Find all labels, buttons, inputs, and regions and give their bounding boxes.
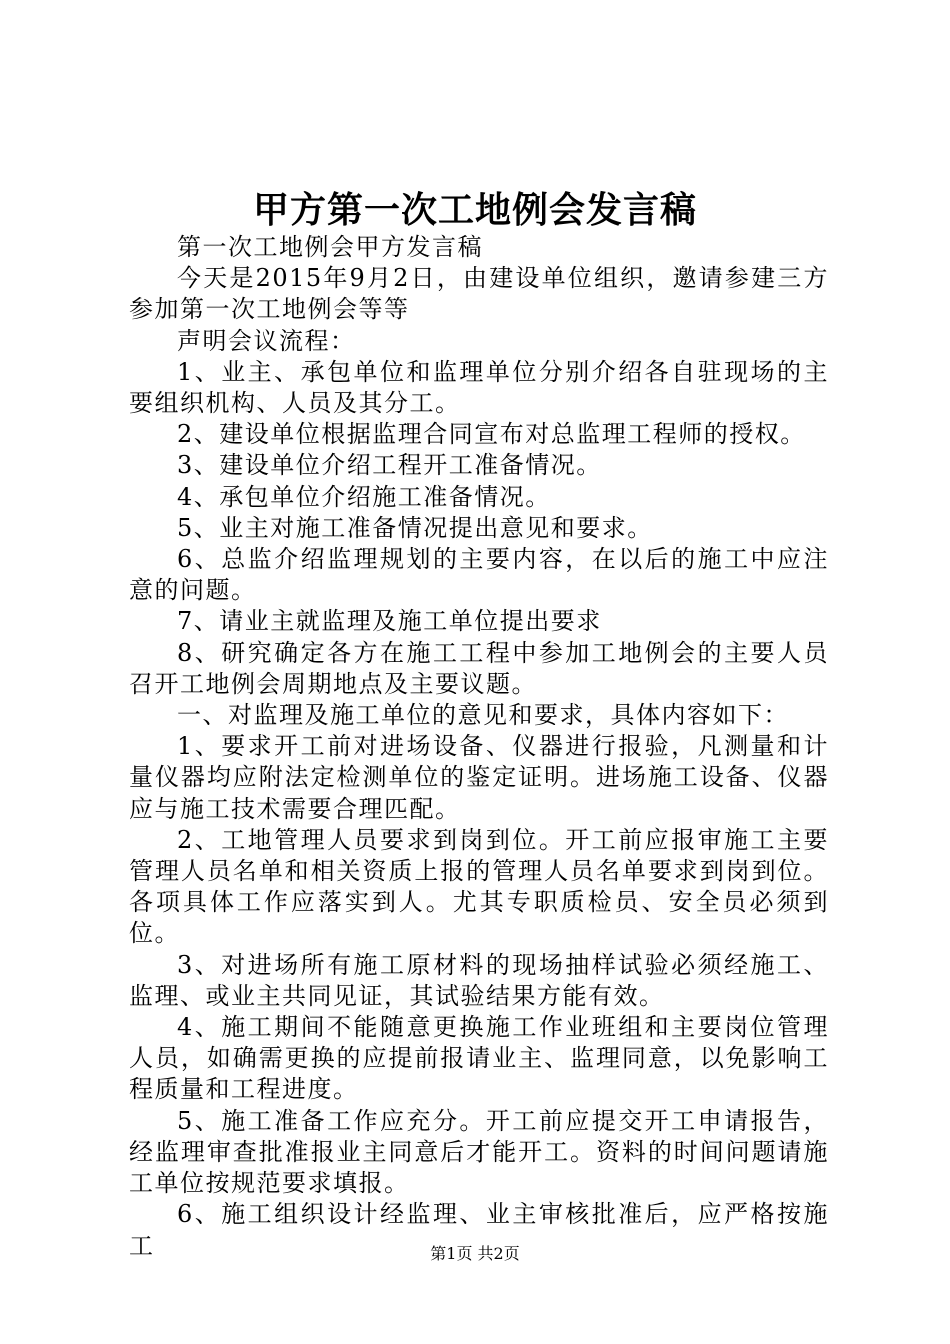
paragraph: 5、业主对施工准备情况提出意见和要求。 [177,513,653,542]
paragraph: 7、请业主就监理及施工单位提出要求 [177,607,602,636]
paragraph: 今天是2015年9月2日，由建设单位组织，邀请参建三方参加第一次工地例会等等 [129,264,829,324]
paragraph: 3、建设单位介绍工程开工准备情况。 [177,451,602,480]
paragraph: 5、施工准备工作应充分。开工前应提交开工申请报告，经监理审查批准报业主同意后才能开工。资料的时间问题请施工单位按规范要求填报。 [129,1106,829,1198]
document-body [129,232,829,1262]
paragraph: 第一次工地例会甲方发言稿 [177,233,483,261]
paragraph: 2、建设单位根据监理合同宣布对总监理工程师的授权。 [177,420,806,449]
paragraph: 6、总监介绍监理规划的主要内容，在以后的施工中应注意的问题。 [129,545,829,605]
paragraph: 4、施工期间不能随意更换施工作业班组和主要岗位管理人员，如确需更换的应提前报请业主、监理同意，以免影响工程质量和工程进度。 [129,1013,829,1104]
paragraph: 8、研究确定各方在施工工程中参加工地例会的主要人员召开工地例会周期地点及主要议题。 [129,638,829,698]
page-footer: 第1页 共2页 [430,1244,520,1263]
paragraph: 2、工地管理人员要求到岗到位。开工前应报审施工主要管理人员名单和相关资质上报的管理人员名单要求到岗到位。各项具体工作应落实到人。尤其专职质检员、安全员必须到位。 [129,825,829,948]
paragraph: 4、承包单位介绍施工准备情况。 [177,482,551,511]
paragraph: 3、对进场所有施工原材料的现场抽样试验必须经施工、监理、或业主共同见证，其试验结果方能有效。 [129,950,829,1010]
paragraph: 一、对监理及施工单位的意见和要求，具体内容如下： [177,701,789,730]
paragraph: 1、业主、承包单位和监理单位分别介绍各自驻现场的主要组织机构、人员及其分工。 [129,357,829,418]
paragraph: 6、施工组织设计经监理、业主审核批准后，应严格按施工 [129,1200,829,1260]
paragraph: 1、要求开工前对进场设备、仪器进行报验，凡测量和计量仪器均应附法定检测单位的鉴定证明。进场施工设备、仪器应与施工技术需要合理匹配。 [129,732,829,823]
document-title: 甲方第一次工地例会发言稿 [252,189,697,231]
paragraph: 声明会议流程： [177,326,356,355]
